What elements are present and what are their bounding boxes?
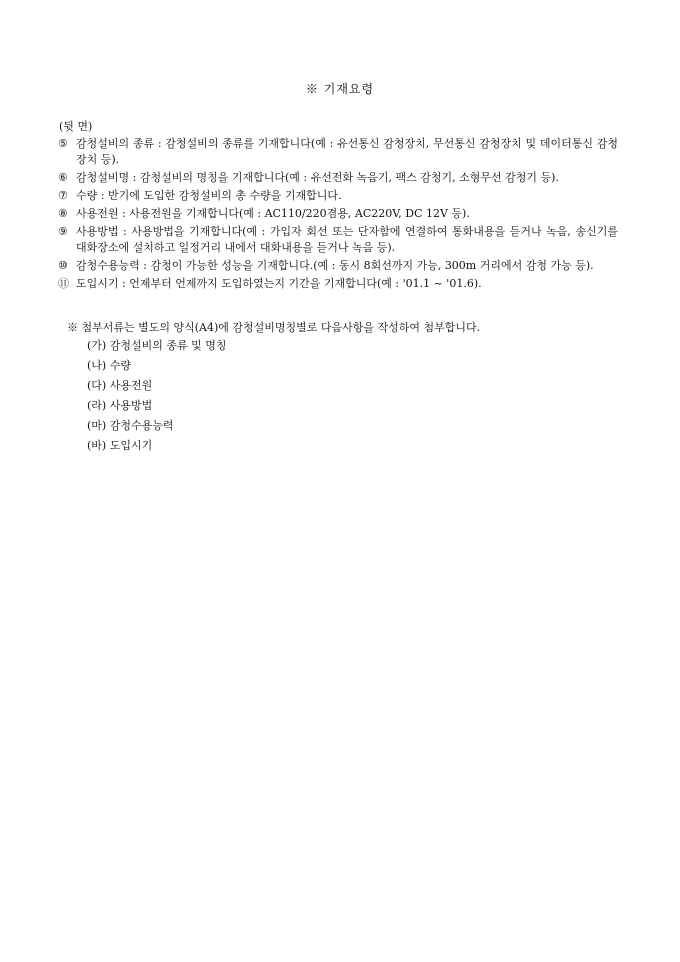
instruction-item xyxy=(58,224,618,256)
sub-list-item: (라) 사용방법 xyxy=(87,399,153,412)
sub-list-item: (다) 사용전원 xyxy=(87,379,153,392)
item-number: ⑤ xyxy=(58,137,68,150)
instruction-list xyxy=(58,136,618,294)
sub-list-item: (바) 도입시기 xyxy=(87,439,153,452)
attachment-note: ※ 첨부서류는 별도의 양식(A4)에 감청설비명칭별로 다음사항을 작성하여 첨부합니다. xyxy=(67,321,481,334)
attachment-sub-list xyxy=(87,338,226,458)
item-number: ⑥ xyxy=(58,171,68,184)
instruction-item xyxy=(58,136,618,168)
page-title: ※ 기재요령 xyxy=(305,82,375,96)
instruction-item xyxy=(58,170,618,186)
item-text: 감청설비의 종류 : 감청설비의 종류를 기재합니다(예 : 유선통신 감청장치, 무선통신 감청장치 및 데이터통신 감청장치 등). xyxy=(76,137,618,166)
sub-list-item: (나) 수량 xyxy=(87,359,131,372)
item-text: 감청설비명 : 감청설비의 명칭을 기재합니다(예 : 유선전화 녹음기, 팩스 감청기, 소형무선 감청기 등). xyxy=(76,171,559,184)
sub-list-item: (마) 감청수용능력 xyxy=(87,419,174,432)
item-text: 사용전원 : 사용전원을 기재합니다(예 : AC110/220겸용, AC220V, DC 12V 등). xyxy=(76,207,470,220)
item-text: 감청수용능력 : 감청이 가능한 성능을 기재합니다.(예 : 동시 8회선까지 가능, 300m 거리에서 감청 가능 등). xyxy=(76,259,594,272)
instruction-item xyxy=(58,258,618,274)
item-number: ⑪ xyxy=(58,277,69,290)
sub-list-item: (가) 감청설비의 종류 및 명칭 xyxy=(87,339,227,352)
item-text: 사용방법 : 사용방법을 기재합니다(예 : 가입자 회선 또는 단자함에 연결하여 통화내용을 듣거나 녹음, 송신기를 대화장소에 설치하고 일정거리 내에서 대화내용을 듣거나 녹음 등). xyxy=(76,225,618,254)
item-text: 도입시기 : 언제부터 언제까지 도입하였는지 기간을 기재합니다(예 : '01.1 ~ '01.6). xyxy=(76,277,482,290)
item-text: 수량 : 반기에 도입한 감청설비의 총 수량을 기재합니다. xyxy=(76,189,342,202)
instruction-item xyxy=(58,206,618,222)
instruction-item xyxy=(58,276,618,292)
item-number: ⑧ xyxy=(58,207,68,220)
item-number: ⑩ xyxy=(58,259,68,272)
item-number: ⑨ xyxy=(58,225,68,238)
instruction-item xyxy=(58,188,618,204)
side-label: (뒷 면) xyxy=(59,120,93,133)
item-number: ⑦ xyxy=(58,189,68,202)
